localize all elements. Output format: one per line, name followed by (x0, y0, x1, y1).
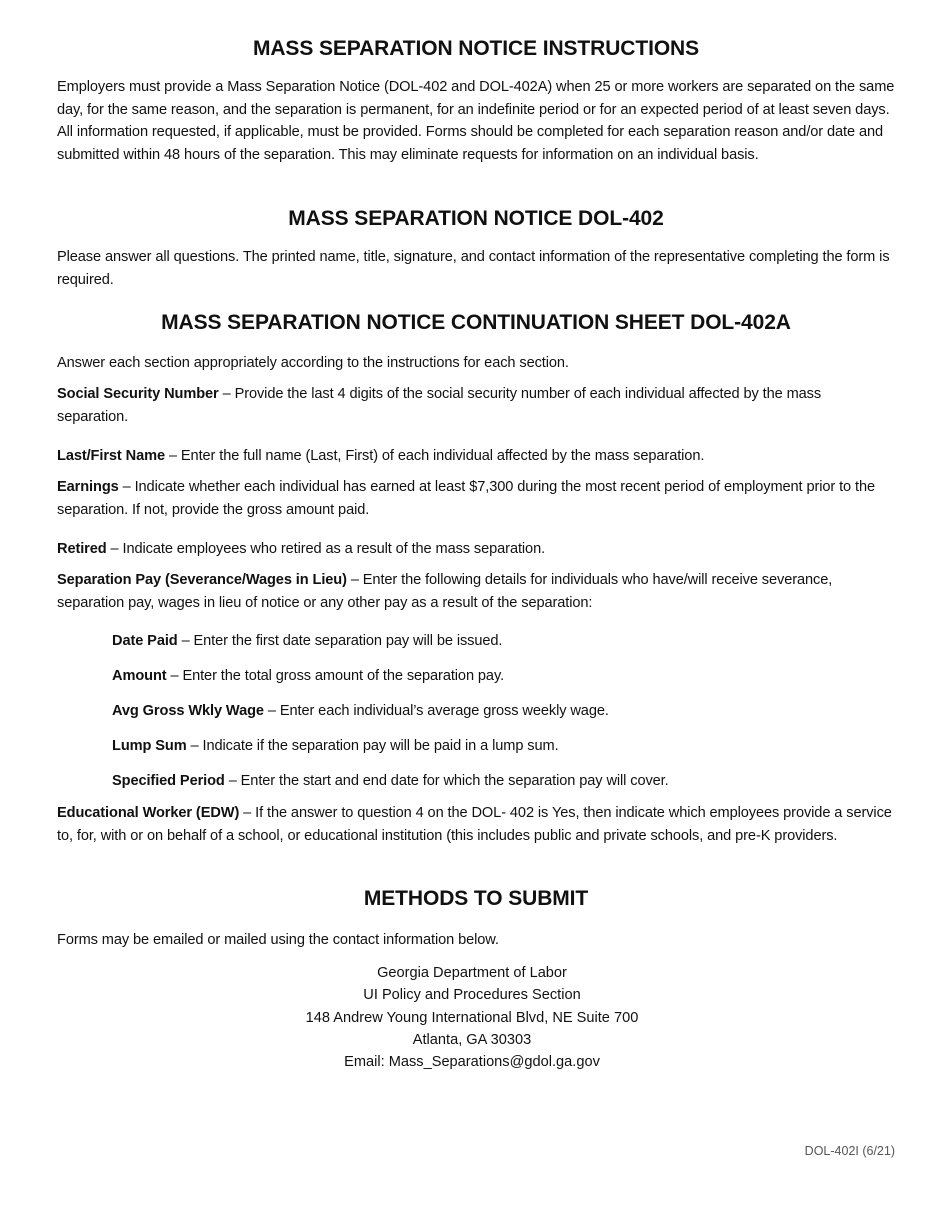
item-earnings (57, 476, 895, 521)
sub-item-amount (57, 665, 895, 688)
item-ssn (57, 383, 895, 428)
item-term: Last/First Name (57, 448, 165, 464)
item-term: Educational Worker (EDW) (57, 805, 240, 821)
item-desc: – Indicate whether each individual has earned at least $7,300 during the most recent period of employment prior to the separation. If not, provide the gross amount paid. (57, 479, 876, 518)
item-desc: – Indicate employees who retired as a result of the mass separation. (106, 541, 546, 557)
item-retired (57, 538, 895, 561)
address-line-organization: Georgia Department of Labor (377, 965, 567, 981)
form-code: DOL-402I (6/21) (804, 1144, 895, 1158)
submit-body: Forms may be emailed or mailed using the contact information below. (57, 932, 499, 948)
address-line-city: Atlanta, GA 30303 (412, 1031, 532, 1048)
sub-item-term: Amount (112, 668, 167, 684)
address-line-street: 148 Andrew Young International Blvd, NE Suite 700 (305, 1009, 639, 1026)
item-desc: – If the answer to question 4 on the DOL- 402 is Yes, then indicate which employees provide a service to, for, with or on behalf of a school, or educational institution (this includes public and private schools, and pre-K providers. (57, 805, 892, 844)
mailing-address (57, 962, 887, 1073)
item-educational-worker (57, 802, 895, 847)
dol402-body: Please answer all questions. The printed name, title, signature, and contact information of the representative completing the form is required. (57, 249, 890, 288)
sub-item-date-paid (57, 630, 895, 653)
sub-item-term: Specified Period (112, 773, 225, 789)
item-term: Social Security Number (57, 386, 219, 402)
sub-item-term: Date Paid (112, 633, 178, 649)
sub-item-term: Lump Sum (112, 738, 187, 754)
sub-item-term: Avg Gross Wkly Wage (112, 703, 264, 719)
sub-item-specified-period (57, 770, 895, 793)
sub-item-avg-gross-wkly-wage (57, 700, 895, 723)
item-term: Earnings (57, 479, 119, 495)
item-desc: – Enter the following details for individuals who have/will receive severance, separation pay, wages in lieu of notice or any other pay as a result of the separation: (57, 572, 833, 611)
item-term: Retired (57, 541, 107, 557)
item-name (57, 445, 895, 468)
item-desc: – Enter the full name (Last, First) of each individual affected by the mass separation. (165, 448, 705, 464)
dol402-title: MASS SEPARATION NOTICE DOL-402 (288, 207, 664, 230)
sub-item-desc: – Indicate if the separation pay will be paid in a lump sum. (186, 738, 559, 754)
sub-item-desc: – Enter the start and end date for which the separation pay will cover. (224, 773, 669, 789)
address-line-section: UI Policy and Procedures Section (363, 987, 581, 1004)
item-desc: – Provide the last 4 digits of the social security number of each individual affected by the mass separation. (57, 386, 822, 425)
sub-item-desc: – Enter the total gross amount of the separation pay. (166, 668, 505, 684)
instructions-title: MASS SEPARATION NOTICE INSTRUCTIONS (252, 37, 700, 60)
item-term: Separation Pay (Severance/Wages in Lieu) (57, 572, 347, 588)
sub-item-lump-sum (57, 735, 895, 758)
item-separation-pay (57, 569, 895, 614)
submit-title: METHODS TO SUBMIT (363, 887, 589, 910)
address-line-email[interactable]: Email: Mass_Separations@gdol.ga.gov (344, 1054, 600, 1071)
sub-item-desc: – Enter each individual’s average gross weekly wage. (263, 703, 609, 719)
dol402a-intro: Answer each section appropriately according to the instructions for each section. (57, 355, 569, 371)
instructions-body: Employers must provide a Mass Separation Notice (DOL-402 and DOL-402A) when 25 or more workers are separated on the same day, for the same reason, and the separation is permanent, for an indefinite period or for an expected period of at least seven days. All information requested, if applicable, must be provided. Forms should be completed for each separation reason and/or date and submitted within 48 hours of the separation. This may eliminate requests for information on an individual basis. (57, 79, 895, 163)
dol402a-title: MASS SEPARATION NOTICE CONTINUATION SHEET DOL-402A (161, 311, 791, 334)
sub-item-desc: – Enter the first date separation pay will be issued. (177, 633, 503, 649)
